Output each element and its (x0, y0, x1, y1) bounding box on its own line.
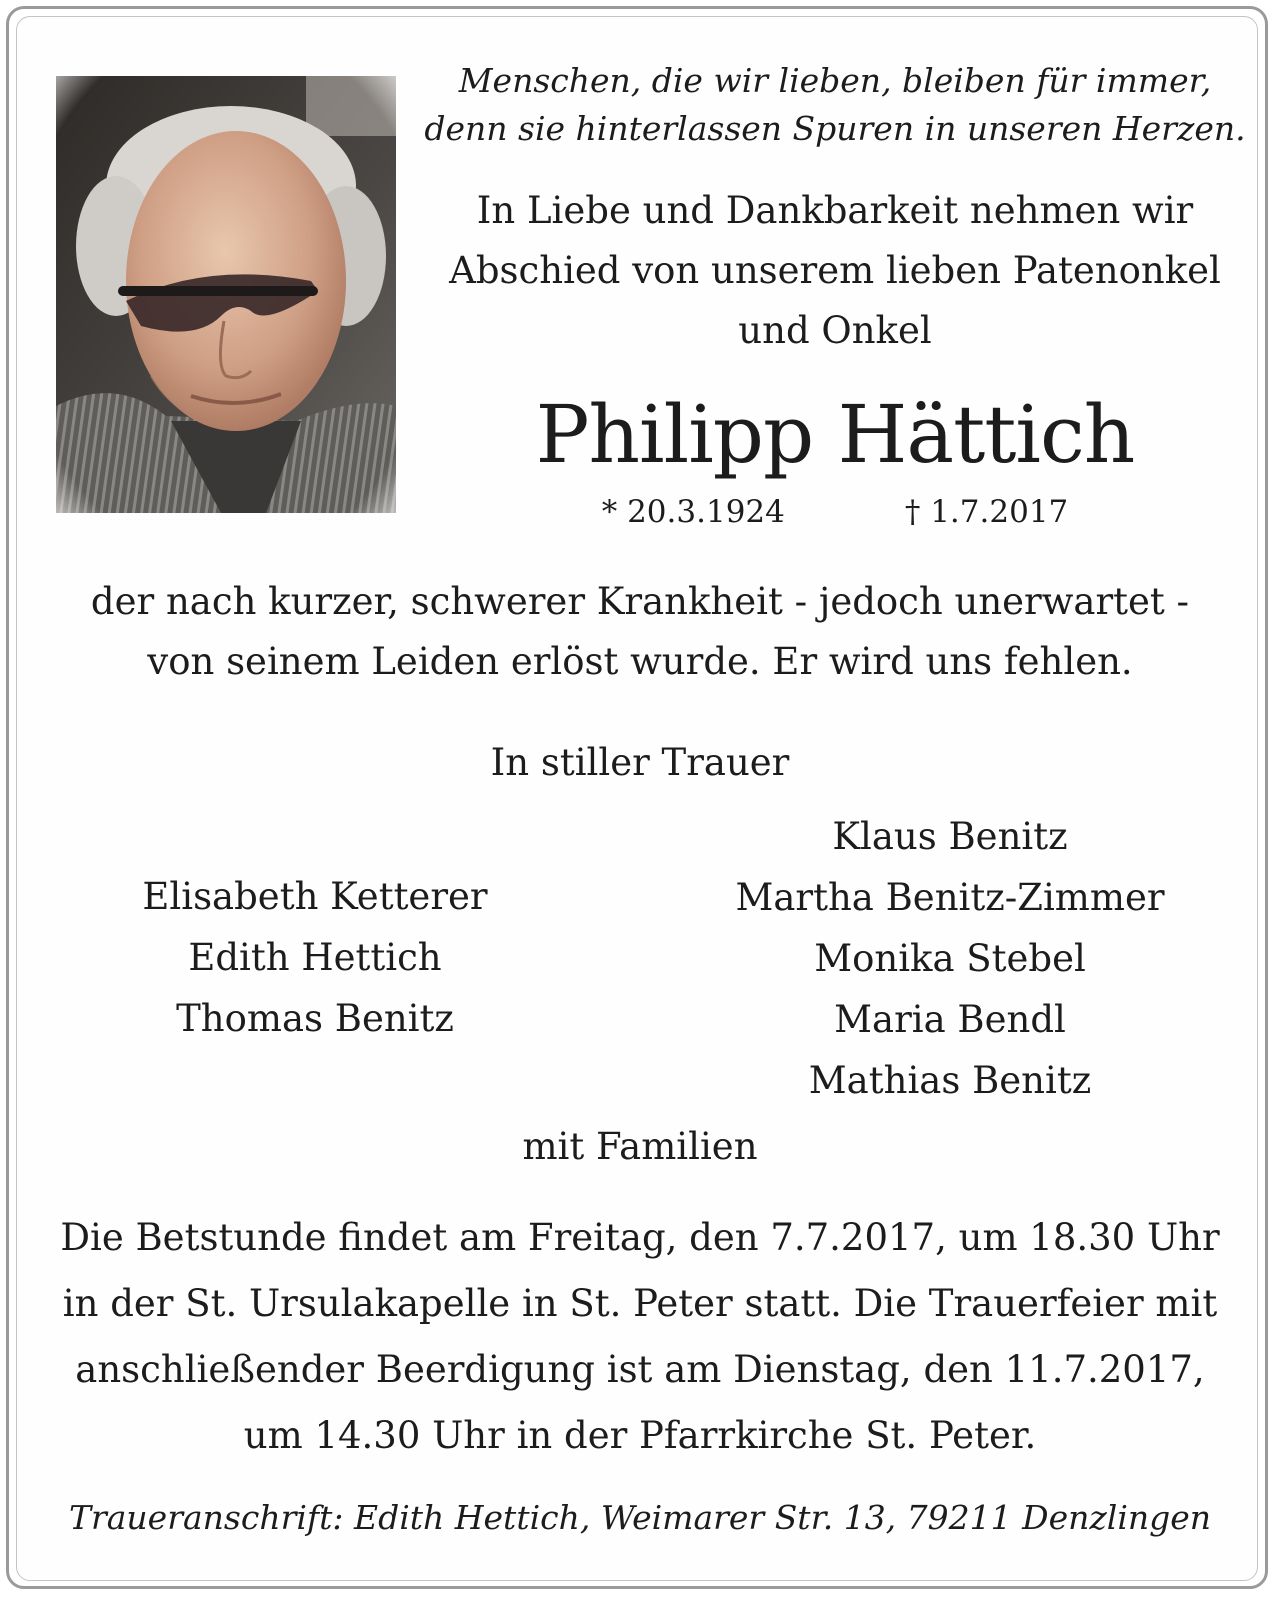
message-text (0, 572, 1280, 692)
intro-line-2: Abschied von unserem lieben Patenonkel (449, 249, 1221, 292)
death-date: † 1.7.2017 (904, 494, 1069, 530)
mourners-closing: mit Familien (522, 1125, 758, 1168)
mourning-address: Traueranschrift: Edith Hettich, Weimarer Str. 13, 79211 Denzlingen (68, 1498, 1212, 1537)
message-line-2: von seinem Leiden erlöst wurde. Er wird uns fehlen. (147, 640, 1133, 683)
life-dates (420, 490, 1250, 534)
mourner-name: Thomas Benitz (176, 997, 454, 1040)
service-line-2: in der St. Ursulakapelle in St. Peter statt. Die Trauerfeier mit (62, 1282, 1218, 1325)
service-line-4: um 14.30 Uhr in der Pfarrkirche St. Peter. (243, 1414, 1037, 1457)
mourner-name: Monika Stebel (814, 937, 1086, 980)
mourner-name: Edith Hettich (188, 936, 442, 979)
mourners-left-column (80, 866, 550, 1049)
mourner-name: Klaus Benitz (832, 815, 1068, 858)
service-details (0, 1205, 1280, 1469)
portrait-photo (56, 76, 396, 513)
intro-text (420, 181, 1250, 361)
service-line-3: anschließender Beerdigung ist am Dienstag, den 11.7.2017, (75, 1348, 1205, 1391)
mourner-name: Maria Bendl (834, 998, 1066, 1041)
memorial-quote (420, 57, 1250, 153)
intro-line-3: und Onkel (738, 309, 932, 352)
service-line-1: Die Betstunde findet am Freitag, den 7.7.2017, um 18.30 Uhr (60, 1216, 1220, 1259)
birth-date: * 20.3.1924 (601, 494, 785, 530)
message-line-1: der nach kurzer, schwerer Krankheit - jedoch unerwartet - (90, 580, 1190, 623)
mourners-right-column (680, 806, 1220, 1111)
deceased-name: Philipp Hättich (535, 388, 1135, 481)
mourner-name: Mathias Benitz (808, 1059, 1092, 1102)
mourner-name: Martha Benitz-Zimmer (735, 876, 1165, 919)
mourning-heading: In stiller Trauer (490, 741, 790, 784)
intro-line-1: In Liebe und Dankbarkeit nehmen wir (476, 189, 1194, 232)
quote-line-1: Menschen, die wir lieben, bleiben für immer, (458, 61, 1212, 100)
mourner-name: Elisabeth Ketterer (142, 875, 488, 918)
quote-line-2: denn sie hinterlassen Spuren in unseren Herzen. (424, 109, 1246, 148)
